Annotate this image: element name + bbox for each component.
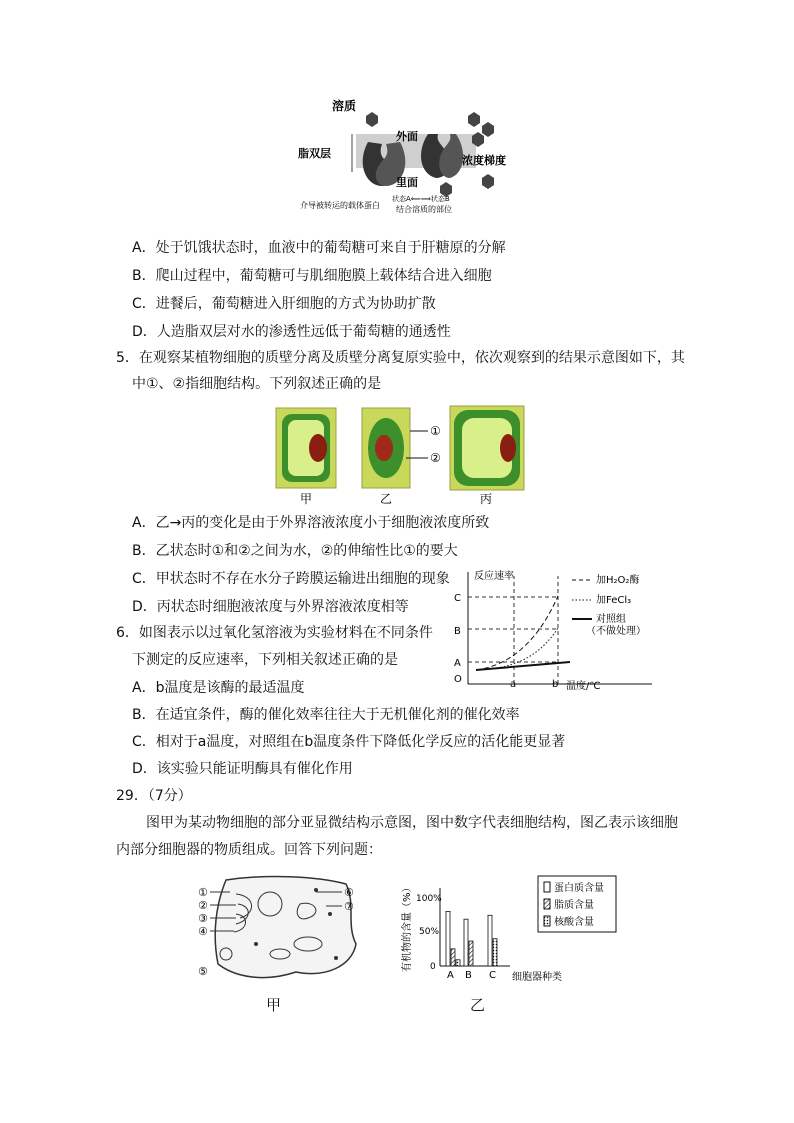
- bar-C-2: [493, 939, 497, 966]
- legend-protein: 蛋白质含量: [554, 883, 604, 894]
- q6-option-b: B．在适宜条件，酶的催化效率往往大于无机催化剂的催化效率: [132, 707, 520, 723]
- q6-option-d: D．该实验只能证明酶具有催化作用: [132, 761, 353, 777]
- rate-xlabel: 温度/℃: [566, 681, 601, 692]
- bar-xtick-B: B: [465, 970, 472, 981]
- q5-option-b: B．乙状态时①和②之间为水，②的伸缩性比①的要大: [132, 543, 458, 559]
- q4-option-b: B．爬山过程中，葡萄糖可与肌细胞膜上载体结合进入细胞: [132, 268, 492, 284]
- q5-stem-line1: 5．在观察某植物细胞的质壁分离及质壁分离复原实验中，依次观察到的结果示意图如下，其: [116, 350, 685, 366]
- rate-xtick-b: b: [552, 679, 559, 690]
- gradient-label: 浓度梯度: [462, 154, 506, 167]
- bar-A-1: [451, 949, 455, 966]
- nucleus-jia: [309, 434, 327, 462]
- states-label: 状态A⟸⟹状态B: [392, 195, 450, 203]
- bar-B-0: [464, 919, 468, 966]
- bar-xtick-C: C: [489, 970, 496, 981]
- inside-label: 里面: [396, 176, 418, 189]
- q5-stem-line2: 中①、②指细胞结构。下列叙述正确的是: [132, 376, 382, 392]
- solute-label: 溶质: [332, 99, 357, 113]
- bar-xtick-A: A: [447, 970, 454, 981]
- bar-ylabel: 有机物的含量（%）: [402, 882, 413, 972]
- q5-option-c: C．甲状态时不存在水分子跨膜运输进出细胞的现象: [132, 571, 450, 587]
- solute-hex: [366, 112, 378, 127]
- num-3: ③: [198, 912, 208, 925]
- outside-label: 外面: [396, 130, 418, 143]
- q6-option-c: C．相对于a温度，对照组在b温度条件下降低化学反应的活化能更显著: [132, 734, 566, 750]
- num-4: ④: [198, 925, 208, 938]
- binding-label: 结合溶质的部位: [396, 205, 452, 214]
- nucleus-bing: [500, 434, 516, 462]
- q6-stem-line2: 下测定的反应速率，下列相关叙述正确的是: [132, 652, 398, 668]
- legend-control-note: （不做处理）: [586, 626, 646, 637]
- rate-ytick-a: A: [454, 658, 461, 669]
- q29-header: 29．（7分）: [116, 788, 192, 804]
- num-1: ①: [198, 886, 208, 899]
- label-jia: 甲: [300, 492, 313, 506]
- bar-ytick-0: 0: [430, 962, 436, 972]
- mark-1: ①: [430, 424, 441, 438]
- label-yi: 乙: [380, 492, 393, 506]
- enzyme-curve: [476, 596, 558, 670]
- legend-fecl3: 加FeCl₃: [596, 595, 632, 606]
- q4-option-d: D．人造脂双层对水的渗透性远低于葡萄糖的通透性: [132, 324, 451, 340]
- legend-lipid: 脂质含量: [554, 900, 594, 911]
- bar-B-1: [469, 941, 473, 966]
- bar-ytick-50: 50%: [419, 927, 440, 937]
- control-line: [476, 662, 570, 670]
- q5-option-d: D．丙状态时细胞液浓度与外界溶液浓度相等: [132, 599, 409, 615]
- legend-enzyme: 加H₂O₂酶: [596, 575, 640, 586]
- rate-xtick-a: a: [510, 679, 517, 690]
- bar-xlabel: 细胞器种类: [512, 972, 562, 983]
- fig-label-yi: 乙: [470, 996, 486, 1014]
- transport-figure: [296, 94, 526, 216]
- q29-stem-line1: 图甲为某动物细胞的部分亚显微结构示意图，图中数字代表细胞结构，图乙表示该细胞: [146, 815, 678, 831]
- q5-option-a: A．乙→丙的变化是由于外界溶液浓度小于细胞液浓度所致: [132, 515, 490, 531]
- q6-option-a: A．b温度是该酶的最适温度: [132, 680, 305, 696]
- plant-cells-figure: [270, 404, 530, 506]
- animal-cell-figure: [196, 874, 364, 988]
- num-7: ⑦: [344, 900, 354, 913]
- rate-ytick-b: B: [454, 626, 461, 637]
- bar-A-0: [446, 911, 450, 966]
- num-6: ⑥: [344, 886, 354, 899]
- num-2: ②: [198, 899, 208, 912]
- legend-nucleic: 核酸含量: [554, 917, 594, 928]
- q29-stem-line2: 内部分细胞器的物质组成。回答下列问题：: [116, 842, 382, 858]
- organelle-bar-chart: [396, 874, 618, 986]
- q4-option-a: A．处于饥饿状态时，血液中的葡萄糖可来自于肝糖原的分解: [132, 240, 506, 256]
- num-5: ⑤: [198, 965, 208, 978]
- carrier-label: 介导被转运的载体蛋白: [300, 201, 380, 210]
- rate-origin: O: [454, 674, 462, 685]
- nucleus-yi: [375, 435, 393, 461]
- bilayer-label: 脂双层: [298, 147, 331, 160]
- rate-ytick-c: C: [454, 593, 461, 604]
- bar-C-0: [488, 915, 492, 966]
- bar-ytick-100: 100%: [416, 894, 442, 904]
- legend-control: 对照组: [596, 614, 626, 625]
- q4-option-c: C．进餐后，葡萄糖进入肝细胞的方式为协助扩散: [132, 296, 436, 312]
- mark-2: ②: [430, 451, 441, 465]
- rate-ylabel: 反应速率: [474, 571, 514, 582]
- q6-stem-line1: 6．如图表示以过氧化氢溶液为实验材料在不同条件: [116, 625, 433, 641]
- fig-label-jia: 甲: [266, 996, 282, 1014]
- bar-A-2: [456, 960, 460, 966]
- rate-chart: [446, 566, 658, 694]
- label-bing: 丙: [480, 492, 493, 506]
